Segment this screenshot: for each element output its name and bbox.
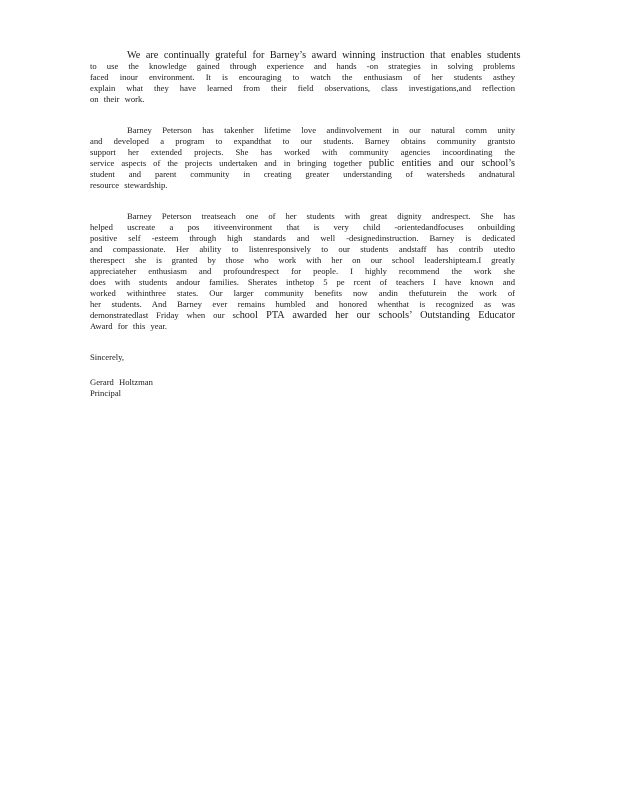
paragraph-3 xyxy=(90,211,515,332)
paragraph-2-line-2: and developed a program to expandthat to our students. Barney obtains community grantsto xyxy=(90,136,515,146)
paragraph-3-line-4: and compassionate. Her ability to listenresponsively to our students andstaff has contrib utedto xyxy=(90,244,515,254)
paragraph-2-line-1: Barney Peterson has takenher lifetime love andinvolvement in our natural comm unity xyxy=(127,125,515,135)
paragraph-3-line-9: her students. And Barney ever remains humbled and honored whenthat is recognized as was xyxy=(90,299,515,309)
paragraph-1-line-5: on their work. xyxy=(90,94,145,104)
paragraph-3-line-2: helped uscreate a pos itiveenvironment that is very child -orientedandfocuses onbuilding xyxy=(90,222,515,232)
paragraph-3-line-3: positive self -esteem through high standards and well -designedinstruction. Barney is dedicated xyxy=(90,233,515,243)
signer-name: Gerard Holtzman xyxy=(90,377,153,387)
signer-title: Principal xyxy=(90,388,122,398)
paragraph-1-line-1: We are continually grateful for Barney’s award winning instruction that enables students xyxy=(127,50,521,61)
paragraph-3-line-6: appreciateher enthusiasm and profoundrespect for people. I highly recommend the work she xyxy=(90,266,515,276)
paragraph-2 xyxy=(90,125,515,191)
paragraph-3-line-1: Barney Peterson treatseach one of her students with great dignity andrespect. She has xyxy=(127,211,515,221)
closing: Sincerely, xyxy=(90,352,125,362)
paragraph-1 xyxy=(90,50,521,105)
paragraph-2-line-6: resource stewardship. xyxy=(90,180,168,190)
paragraph-2-line-3: support her extended projects. She has worked with community agencies incoordinating the xyxy=(90,147,515,157)
paragraph-3-line-10-large: hool PTA awarded her our schools’ Outstanding Educator xyxy=(239,310,515,321)
paragraph-1-line-3: faced inour environment. It is encouraging to watch the enthusiasm of her students asthey xyxy=(90,72,515,82)
paragraph-2-line-5: student and parent community in creating greater understanding of watersheds andnatural xyxy=(90,169,515,179)
paragraph-2-line-4-large: public entities and our school’s xyxy=(368,158,515,169)
paragraph-3-line-10-small: demonstratedlast Friday when our sc xyxy=(90,310,240,320)
paragraph-3-line-8: worked withinthree states. Our larger community benefits now andin thefuturein the work of xyxy=(90,288,515,298)
paragraph-1-line-2: to use the knowledge gained through experience and hands -on strategies in solving problems xyxy=(90,61,515,71)
paragraph-2-line-4-small: service aspects of the projects undertaken and in bringing together xyxy=(90,158,362,168)
paragraph-3-line-11: Award for this year. xyxy=(90,321,167,331)
paragraph-3-line-5: therespect she is granted by those who work with her on our school leadershipteam.I greatly xyxy=(90,255,515,265)
paragraph-3-line-7: does with students andour families. Sherates inthetop 5 pe rcent of teachers I have known and xyxy=(90,277,515,287)
recommendation-letter xyxy=(90,50,521,399)
paragraph-2-line-4 xyxy=(90,158,515,169)
paragraph-3-line-10 xyxy=(90,310,515,321)
paragraph-1-line-4: explain what they have learned from their field observations, class investigations,and reflection xyxy=(90,83,515,93)
